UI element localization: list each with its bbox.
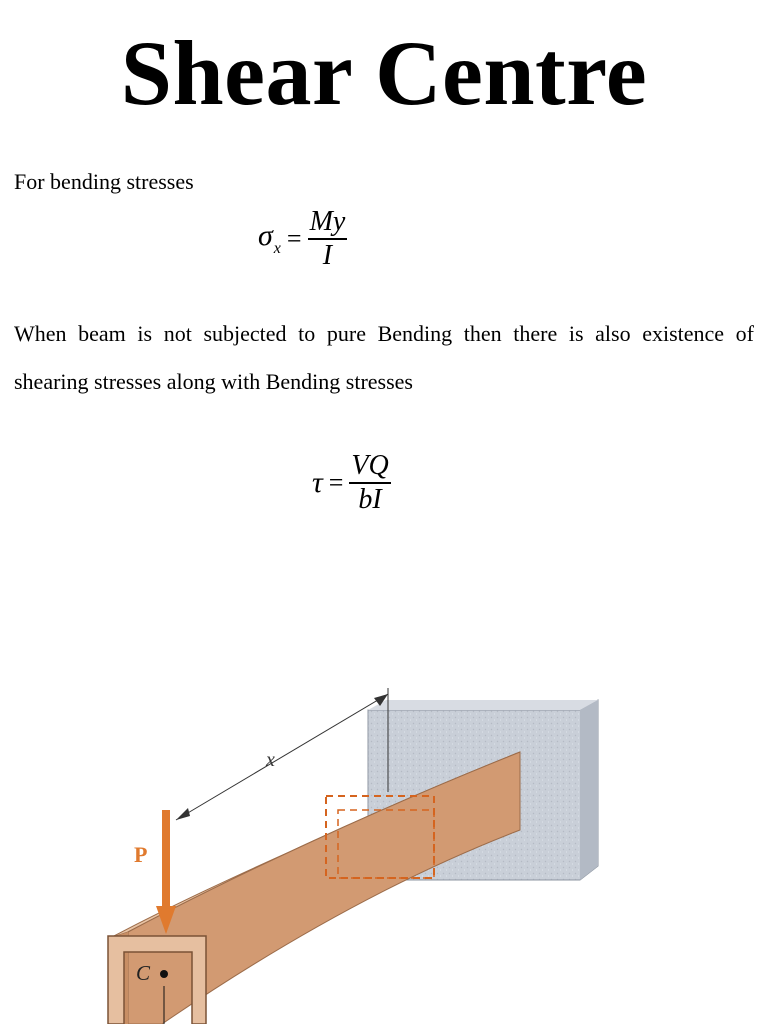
equals-sign: = bbox=[328, 467, 344, 497]
numerator: VQ bbox=[351, 450, 389, 481]
distance-label: x bbox=[266, 749, 275, 771]
shear-stress-equation bbox=[312, 450, 391, 516]
centroid-dot bbox=[160, 970, 168, 978]
centroid-label: C bbox=[136, 961, 151, 985]
tau-symbol: τ bbox=[312, 465, 323, 499]
sigma-subscript: x bbox=[273, 240, 281, 258]
denominator: bI bbox=[358, 483, 382, 515]
load-label: P bbox=[134, 842, 148, 867]
shear-paragraph: When beam is not subjected to pure Bending then there is also existence of shearing stresses along with Bending stresses bbox=[14, 321, 754, 394]
fraction bbox=[349, 450, 390, 516]
fraction bbox=[308, 206, 348, 272]
intro-text: For bending stresses bbox=[14, 169, 194, 194]
sigma-symbol: $\sigma_x$ bbox=[258, 219, 281, 258]
numerator: My bbox=[309, 206, 346, 237]
dimension-x bbox=[176, 688, 388, 820]
cantilever-beam-figure bbox=[100, 680, 610, 1024]
equals-sign: = bbox=[286, 223, 302, 253]
page-title: Shear Centre bbox=[120, 22, 648, 124]
bending-stress-equation bbox=[258, 206, 347, 272]
denominator: I bbox=[322, 239, 333, 271]
